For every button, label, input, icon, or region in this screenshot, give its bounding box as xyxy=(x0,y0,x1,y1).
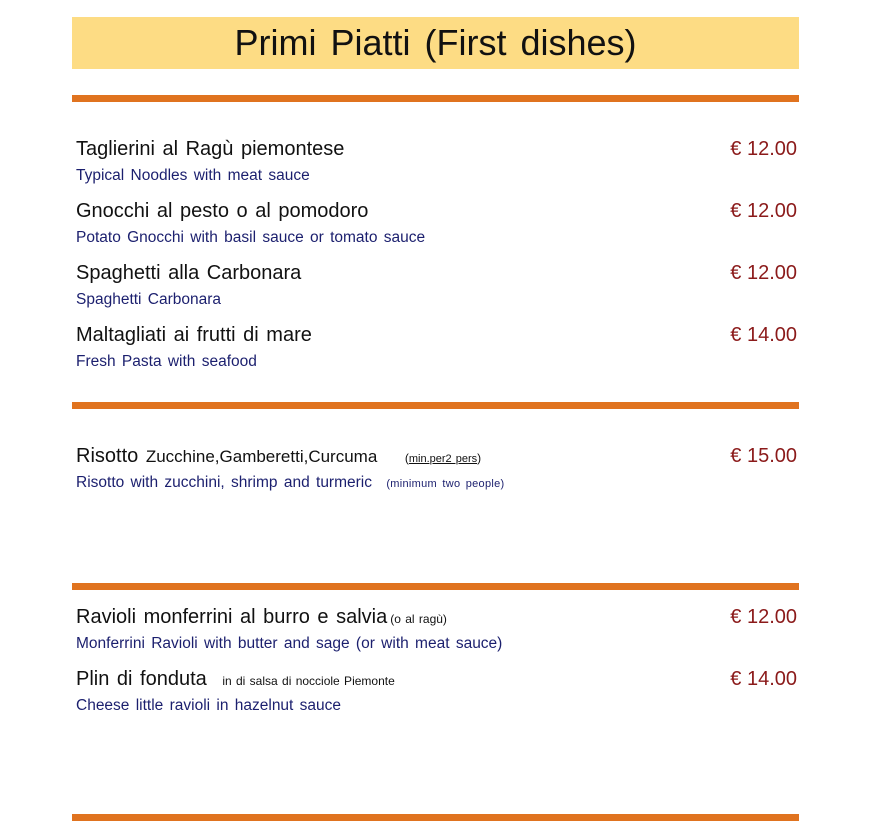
dish-description: Fresh Pasta with seafood xyxy=(76,353,257,370)
dish-name: Plin di fonduta xyxy=(76,668,207,690)
menu-item xyxy=(76,262,799,309)
dish-note: (min.per2 pers) xyxy=(404,451,482,465)
dish-name: Maltagliati ai frutti di mare xyxy=(76,324,312,346)
dish-price: € 12.00 xyxy=(730,606,797,628)
dish-description-note: (minimum two people) xyxy=(386,478,505,490)
dish-name-line xyxy=(76,445,799,468)
section-divider xyxy=(72,402,799,409)
dish-description: Spaghetti Carbonara xyxy=(76,291,222,308)
dish-name: Taglierini al Ragù piemontese xyxy=(76,138,345,160)
dish-name-line xyxy=(76,668,799,691)
dish-name: Ravioli monferrini al burro e salvia xyxy=(76,606,388,628)
dish-note: in di salsa di nocciole Piemonte xyxy=(222,674,395,688)
menu-item xyxy=(76,668,799,715)
menu-item xyxy=(76,200,799,247)
menu-item xyxy=(76,606,799,653)
dish-note: (o al ragù) xyxy=(390,612,447,626)
dish-description: Potato Gnocchi with basil sauce or tomato sauce xyxy=(76,229,426,246)
dish-description: Risotto with zucchini, shrimp and turmeric xyxy=(76,474,372,491)
menu-item xyxy=(76,138,799,185)
menu-item xyxy=(76,445,799,492)
section-divider xyxy=(72,583,799,590)
page-title: Primi Piatti (First dishes) xyxy=(234,22,637,63)
dish-description-line xyxy=(76,474,799,492)
dish-price: € 14.00 xyxy=(730,324,797,346)
section-divider xyxy=(72,814,799,821)
dish-price: € 14.00 xyxy=(730,668,797,690)
dish-description: Cheese little ravioli in hazelnut sauce xyxy=(76,697,342,714)
dish-name-line xyxy=(76,606,799,629)
dish-name-detail: Zucchine,Gamberetti,Curcuma xyxy=(145,447,378,466)
dish-name: Gnocchi al pesto o al pomodoro xyxy=(76,200,369,222)
dish-name: Risotto xyxy=(76,445,139,467)
dish-description: Typical Noodles with meat sauce xyxy=(76,167,310,184)
section-divider xyxy=(72,95,799,102)
dish-price: € 12.00 xyxy=(730,138,797,160)
dish-price: € 15.00 xyxy=(730,445,797,467)
dish-description: Monferrini Ravioli with butter and sage (or with meat sauce) xyxy=(76,635,503,652)
dish-name: Spaghetti alla Carbonara xyxy=(76,262,302,284)
dish-price: € 12.00 xyxy=(730,200,797,222)
menu-item xyxy=(76,324,799,371)
dish-price: € 12.00 xyxy=(730,262,797,284)
page-title-banner xyxy=(72,17,799,69)
